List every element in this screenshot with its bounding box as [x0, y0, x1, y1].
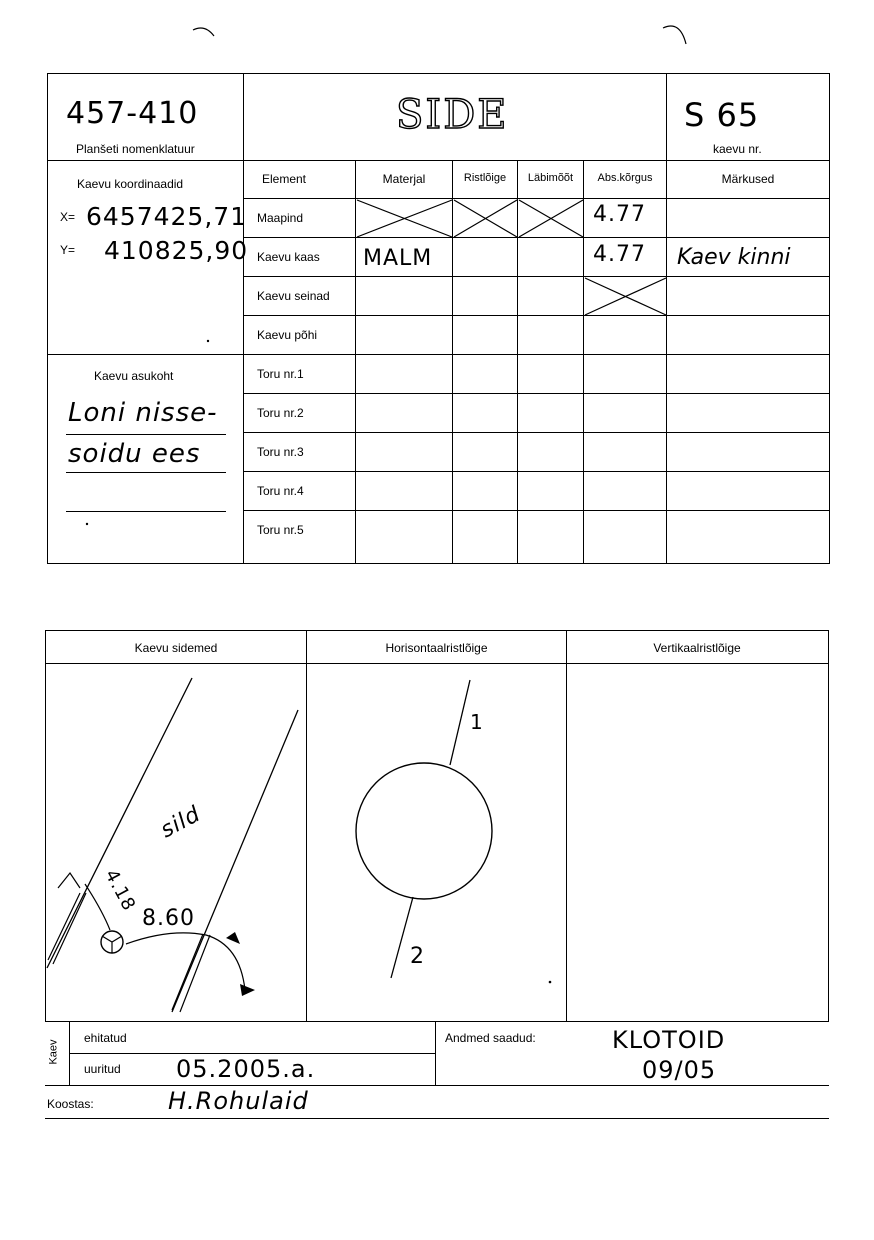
- ties-section-label: Kaevu sidemed: [134, 641, 218, 655]
- data-source-label: Andmed saadud:: [445, 1031, 536, 1045]
- row-label-bottom: Kaevu põhi: [257, 328, 318, 342]
- well-side-label: Kaev: [47, 1039, 60, 1065]
- pipe-1-number: 1: [470, 710, 484, 734]
- data-source-value-1: KLOTOID: [612, 1026, 726, 1054]
- row-label-pipe-3: Toru nr.3: [257, 445, 304, 459]
- horizontal-section-label: Horisontaalristlõige: [385, 641, 488, 655]
- col-header-diameter: Läbimõõt: [527, 172, 574, 184]
- col-header-cross-section: Ristlõige: [463, 172, 507, 184]
- ground-abs-height: 4.77: [593, 202, 646, 227]
- location-line-1: Loni nisse-: [68, 398, 218, 428]
- ties-road-label: sild: [156, 801, 206, 844]
- coordinates-label: Kaevu koordinaadid: [77, 177, 184, 191]
- row-label-ground: Maapind: [257, 211, 304, 225]
- col-header-notes: Märkused: [721, 172, 775, 186]
- location-label: Kaevu asukoht: [94, 369, 174, 383]
- surveyed-label: uuritud: [84, 1062, 121, 1076]
- author-value: H.Rohulaid: [168, 1087, 309, 1115]
- surveyed-date-value: 05.2005.a.: [176, 1055, 316, 1083]
- ties-dimension-2: 8.60: [142, 906, 195, 931]
- x-coordinate-value: 6457425,71: [86, 202, 248, 231]
- vertical-section-label: Vertikaalristlõige: [653, 641, 741, 655]
- built-label: ehitatud: [84, 1031, 127, 1045]
- row-label-pipe-2: Toru nr.2: [257, 406, 304, 420]
- row-label-walls: Kaevu seinad: [257, 289, 330, 303]
- row-label-pipe-5: Toru nr.5: [257, 523, 304, 537]
- y-coordinate-value: 410825,90: [104, 236, 249, 265]
- col-header-abs-height: Abs.kõrgus: [597, 172, 653, 184]
- lid-abs-height: 4.77: [593, 242, 646, 267]
- sheet-number-label: Planšeti nomenklatuur: [76, 142, 195, 156]
- well-number-value: S 65: [684, 96, 760, 134]
- page-title: SIDE: [396, 92, 509, 138]
- author-label: Koostas:: [47, 1097, 94, 1111]
- row-label-pipe-1: Toru nr.1: [257, 367, 304, 381]
- col-header-material: Materjal: [382, 172, 426, 186]
- data-source-value-2: 09/05: [642, 1056, 717, 1084]
- lid-notes: Kaev kinni: [677, 245, 791, 270]
- x-prefix: X=: [60, 210, 76, 224]
- location-line-2: soidu ees: [68, 439, 201, 469]
- y-prefix: Y=: [60, 243, 76, 257]
- well-number-label: kaevu nr.: [713, 142, 762, 156]
- row-label-lid: Kaevu kaas: [257, 250, 320, 264]
- sheet-number-value: 457-410: [66, 96, 199, 131]
- ties-dimension-1: 4.18: [100, 866, 140, 915]
- pipe-2-number: 2: [410, 944, 425, 969]
- col-header-element: Element: [261, 172, 307, 186]
- row-label-pipe-4: Toru nr.4: [257, 484, 304, 498]
- lid-material: MALM: [363, 246, 433, 271]
